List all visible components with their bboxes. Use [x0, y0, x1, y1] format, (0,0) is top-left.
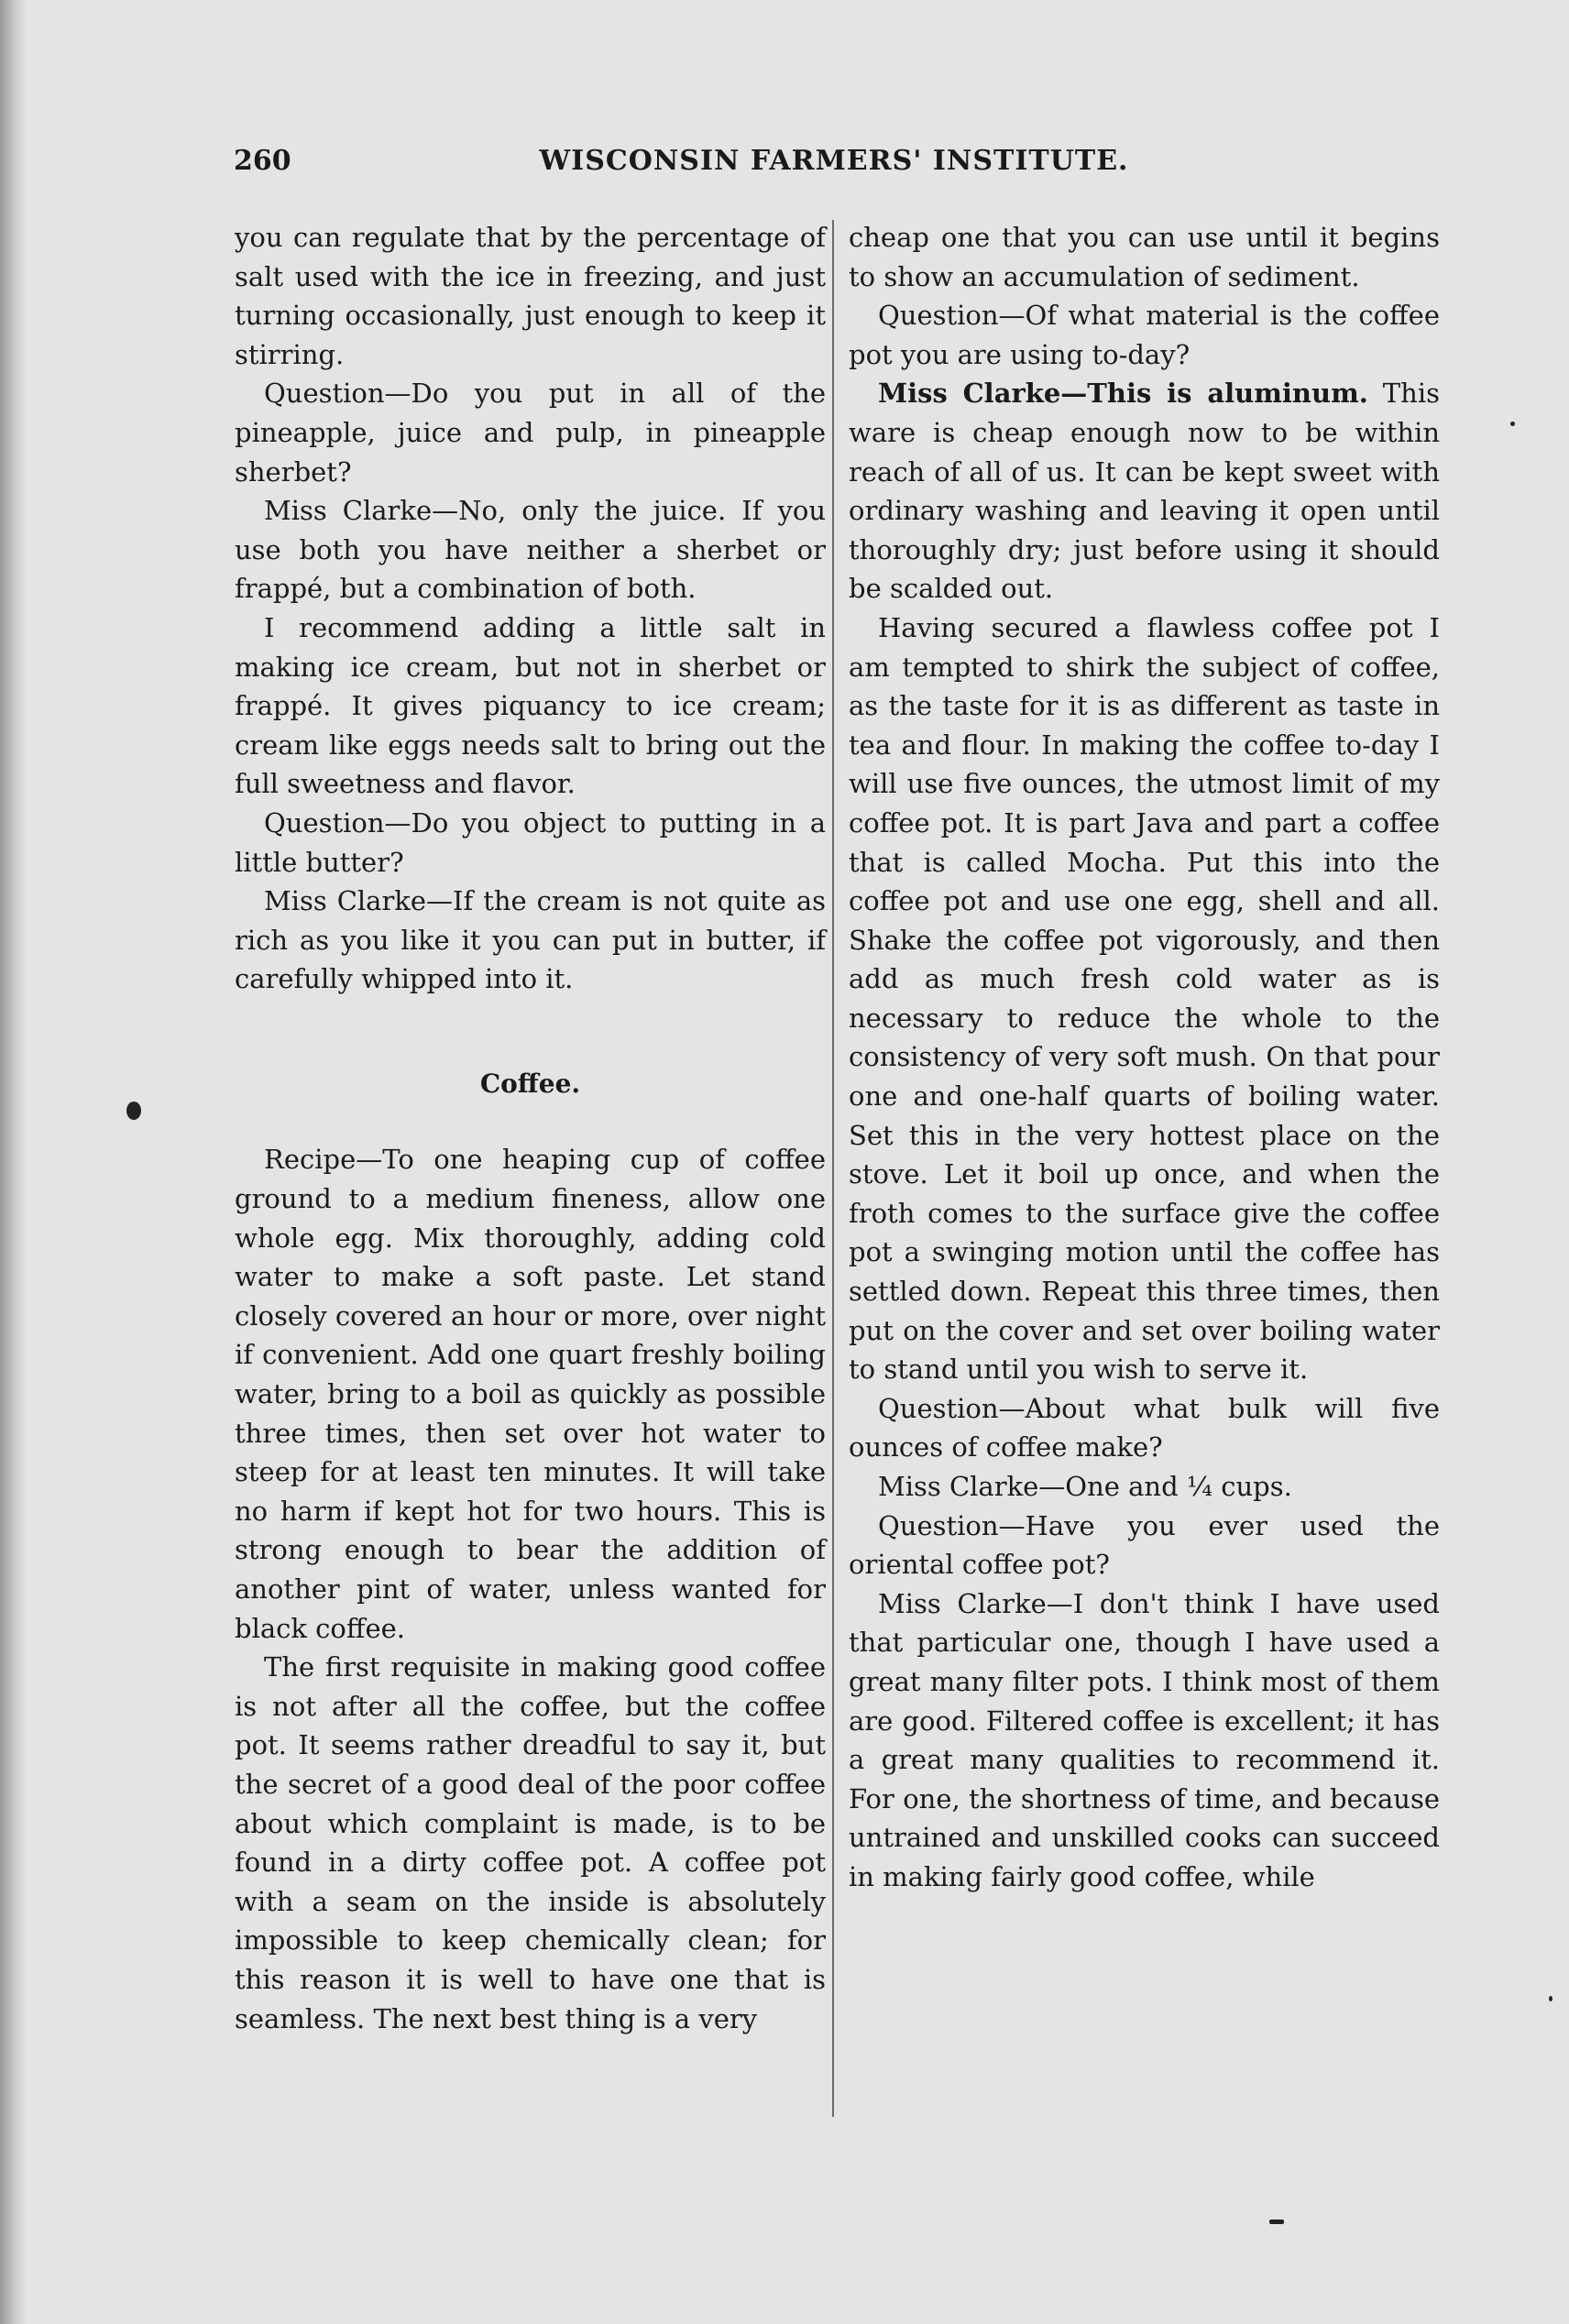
ink-speck — [126, 1102, 141, 1120]
paragraph: Miss Clarke—One and ¼ cups. — [878, 1471, 1292, 1502]
paragraph: I recommend adding a little salt in making ice cream, but not in sherbet or frappé. It gives piquancy to ice cream; cream like eggs needs salt to bring out the full sweetness and flavor. — [235, 611, 826, 800]
paragraph — [849, 374, 1440, 608]
ink-speck — [1269, 2220, 1284, 2224]
paragraph: Recipe—To one heaping cup of coffee ground to a medium fineness, allow one whole egg. Mix thoroughly, adding cold water to make a soft paste. Let stand closely covered an hour or more, over night if convenient. Add one quart freshly boiling water, bring to a boil as quickly as possible three times, then set over hot water to steep for at least ten minutes. It will take no harm if kept hot for two hours. This is strong enough to bear the addition of another pint of water, unless wanted for black coffee. — [235, 1144, 826, 1644]
speaker-bold: Miss Clarke—This is aluminum. — [878, 378, 1368, 410]
paragraph: Miss Clarke—No, only the juice. If you use both you have neither a sherbet or frappé, but a combination of both. — [235, 495, 826, 605]
paragraph: Miss Clarke—If the cream is not quite as rich as you like it you can put in butter, if carefully whipped into it. — [235, 885, 826, 995]
paragraph: Question—Do you object to putting in a little butter? — [235, 806, 826, 878]
left-column — [235, 218, 826, 2038]
right-column — [849, 218, 1440, 1897]
paragraph: Question—Do you put in all of the pineapple, juice and pulp, in pineapple sherbet? — [235, 378, 826, 488]
paragraph: Question—Have you ever used the oriental coffee pot? — [849, 1509, 1440, 1581]
paragraph: cheap one that you can use until it begins to show an accumulation of sediment. — [849, 222, 1440, 292]
section-heading: Coffee. — [479, 1068, 581, 1099]
ink-speck — [1510, 422, 1515, 426]
paragraph: The first requisite in making good coffee is not after all the coffee, but the coffee pot. It seems rather dreadful to say it, but the secret of a good deal of the poor coffee about which complaint is made, is to be found in a dirty coffee pot. A coffee pot with a seam on the inside is absolutely impossible to keep chemically clean; for this reason it is well to have one that is seamless. The next best thing is a very — [235, 1651, 826, 2034]
paragraph: Question—About what bulk will five ounces of coffee make? — [849, 1392, 1440, 1463]
paragraph: Question—Of what material is the coffee pot you are using to-day? — [849, 300, 1440, 370]
paragraph-rest: This ware is cheap enough now to be within reach of all of us. It can be kept sweet with ordinary washing and leaving it open until thoroughly dry; just before using it should be scalded out. — [849, 378, 1440, 605]
paragraph: Miss Clarke—I don't think I have used that particular one, though I have used a great many filter pots. I think most of them are good. Filtered coffee is excellent; it has a great many qualities to recommend it. For one, the shortness of time, and because untrained and unskilled cooks can succeed in making fairly good coffee, while — [849, 1587, 1440, 1892]
page-number: 260 — [234, 145, 291, 177]
page-binding-edge — [0, 0, 27, 2324]
page-header — [234, 145, 1434, 191]
ink-speck — [1549, 1996, 1553, 2001]
column-divider — [832, 220, 834, 2117]
paragraph: you can regulate that by the percentage of salt used with the ice in freezing, and just turning occasionally, just enough to keep it stirring. — [235, 222, 826, 370]
running-title: WISCONSIN FARMERS' INSTITUTE. — [539, 145, 1129, 177]
paragraph: Having secured a flawless coffee pot I am tempted to shirk the subject of coffee, as the taste for it is as different as taste in tea and flour. In making the coffee to-day I will use five ounces, the utmost limit of my coffee pot. It is part Java and part a coffee that is called Mocha. Put this into the coffee pot and use one egg, shell and all. Shake the coffee pot vigorously, and then add as much fresh cold water as is necessary to reduce the whole to the consistency of very soft mush. On that pour one and one-half quarts of boiling water. Set this in the very hottest place on the stove. Let it boil up once, and when the froth comes to the surface give the coffee pot a swinging motion until the coffee has settled down. Repeat this three times, then put on the cover and set over boiling water to stand until you wish to serve it. — [849, 611, 1440, 1386]
